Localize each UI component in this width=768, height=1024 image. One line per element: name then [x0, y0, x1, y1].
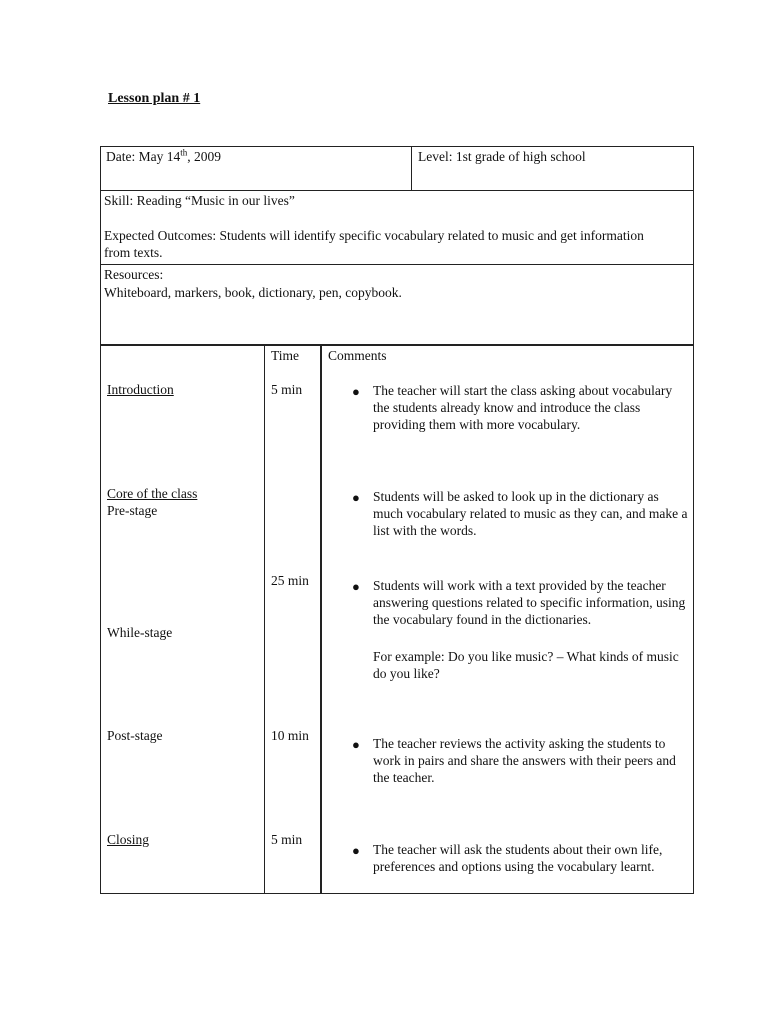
table-divider-comments	[320, 344, 322, 894]
resources-label: Resources:	[104, 267, 164, 282]
comment-while-example: For example: Do you like music? – What kinds of music do you like?	[373, 649, 679, 681]
time-post: 10 min	[271, 728, 309, 743]
table-top-thick	[100, 344, 694, 346]
comments-header: Comments	[328, 348, 387, 363]
stage-post: Post-stage	[107, 728, 163, 743]
date-ordinal: th	[180, 147, 188, 158]
stage-introduction: Introduction	[107, 382, 174, 397]
bullet-icon: ●	[352, 737, 360, 752]
time-header: Time	[271, 348, 300, 363]
stage-while: While-stage	[107, 625, 173, 640]
comment-while: Students will work with a text provided by the teacher answering questions related to specific information, using the vocabulary found in the dictionaries.	[373, 578, 686, 627]
time-while: 25 min	[271, 573, 309, 588]
bullet-icon: ●	[352, 579, 360, 594]
comment-closing: The teacher will ask the students about their own life, preferences and options using the vocabulary learnt.	[373, 842, 663, 874]
outcomes-text: Expected Outcomes: Students will identify specific vocabulary related to music and get information from texts.	[104, 228, 644, 260]
date-field	[106, 148, 221, 165]
comment-post: The teacher reviews the activity asking the students to work in pairs and share the answers with their peers and the teacher.	[373, 736, 676, 785]
resources-items: Whiteboard, markers, book, dictionary, pen, copybook.	[104, 285, 402, 300]
time-closing: 5 min	[271, 832, 303, 847]
skill-text: Skill: Reading “Music in our lives”	[104, 193, 295, 208]
bullet-icon: ●	[352, 490, 360, 505]
stage-closing: Closing	[107, 832, 150, 847]
comment-pre: Students will be asked to look up in the dictionary as much vocabulary related to music as they can, and make a list with the words.	[373, 489, 688, 538]
page-title: Lesson plan # 1	[108, 91, 201, 106]
bullet-icon: ●	[352, 843, 360, 858]
level-field: Level: 1st grade of high school	[418, 149, 586, 164]
stage-pre: Pre-stage	[107, 503, 158, 518]
stage-core: Core of the class	[107, 486, 198, 501]
date-year: , 2009	[187, 149, 221, 164]
resources-box	[100, 264, 694, 345]
bullet-icon: ●	[352, 384, 360, 399]
header-divider	[411, 146, 412, 191]
comment-introduction: The teacher will start the class asking about vocabulary the students already know and introduce the class providing them with more vocabulary.	[373, 383, 673, 432]
time-introduction: 5 min	[271, 382, 303, 397]
table-divider-time	[264, 344, 265, 894]
date-text: Date: May 14	[106, 149, 181, 164]
